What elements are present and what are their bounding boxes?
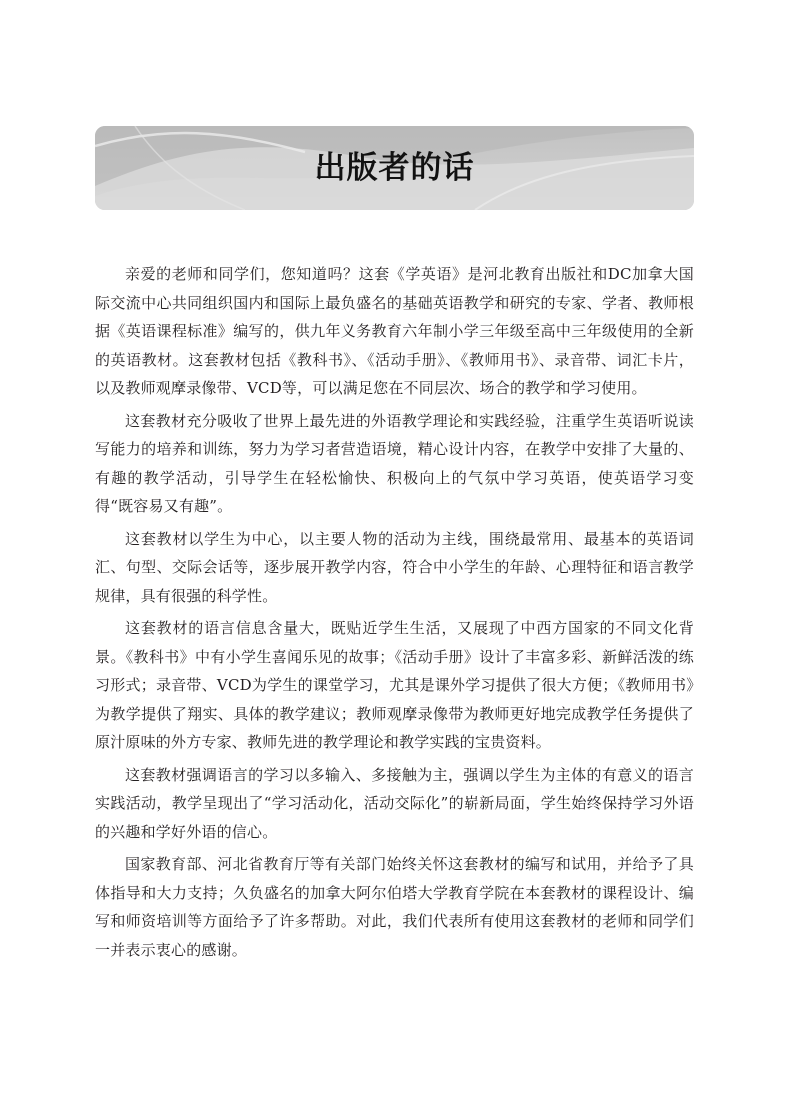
title-banner — [95, 126, 694, 210]
paragraph-2: 这套教材充分吸收了世界上最先进的外语教学理论和实践经验，注重学生英语听说读写能力的培养和训练，努力为学习者营造语境，精心设计内容，在教学中安排了大量的、有趣的教学活动，引导学生在轻松愉快、积极向上的气氛中学习英语，使英语学习变得“既容易又有趣”。 — [95, 411, 694, 515]
page-title: 出版者的话 — [314, 150, 475, 186]
paragraph-4: 这套教材的语言信息含量大，既贴近学生生活，又展现了中西方国家的不同文化背景。《教科书》中有小学生喜闻乐见的故事；《活动手册》设计了丰富多彩、新鲜活泼的练习形式；录音带、VCD为学生的课堂学习，尤其是课外学习提供了很大方便；《教师用书》为教学提供了翔实、具体的教学建议；教师观摩录像带为教师更好地完成教学任务提供了原汁原味的外方专家、教师先进的教学理论和教学实践的宝贵资料。 — [95, 619, 694, 751]
paragraph-6: 国家教育部、河北省教育厅等有关部门始终关怀这套教材的编写和试用，并给予了具体指导和大力支持；久负盛名的加拿大阿尔伯塔大学教育学院在本套教材的课程设计、编写和师资培训等方面给予了许多帮助。对此，我们代表所有使用这套教材的老师和同学们一并表示衷心的感谢。 — [95, 855, 694, 959]
paragraph-1: 亲爱的老师和同学们，您知道吗？这套《学英语》是河北教育出版社和DC加拿大国际交流中心共同组织国内和国际上最负盛名的基础英语教学和研究的专家、学者、教师根据《英语课程标准》编写的，供九年义务教育六年制小学三年级至高中三年级使用的全新的英语教材。这套教材包括《教科书》、《活动手册》、《教师用书》、录音带、词汇卡片，以及教师观摩录像带、VCD等，可以满足您在不同层次、场合的教学和学习使用。 — [95, 265, 694, 397]
preface-body — [95, 260, 694, 968]
paragraph-3: 这套教材以学生为中心，以主要人物的活动为主线，围绕最常用、最基本的英语词汇、句型、交际会话等，逐步展开教学内容，符合中小学生的年龄、心理特征和语言教学规律，具有很强的科学性。 — [95, 529, 694, 605]
paragraph-5: 这套教材强调语言的学习以多输入、多接触为主，强调以学生为主体的有意义的语言实践活动，教学呈现出了“学习活动化，活动交际化”的崭新局面，学生始终保持学习外语的兴趣和学好外语的信心。 — [95, 765, 694, 841]
